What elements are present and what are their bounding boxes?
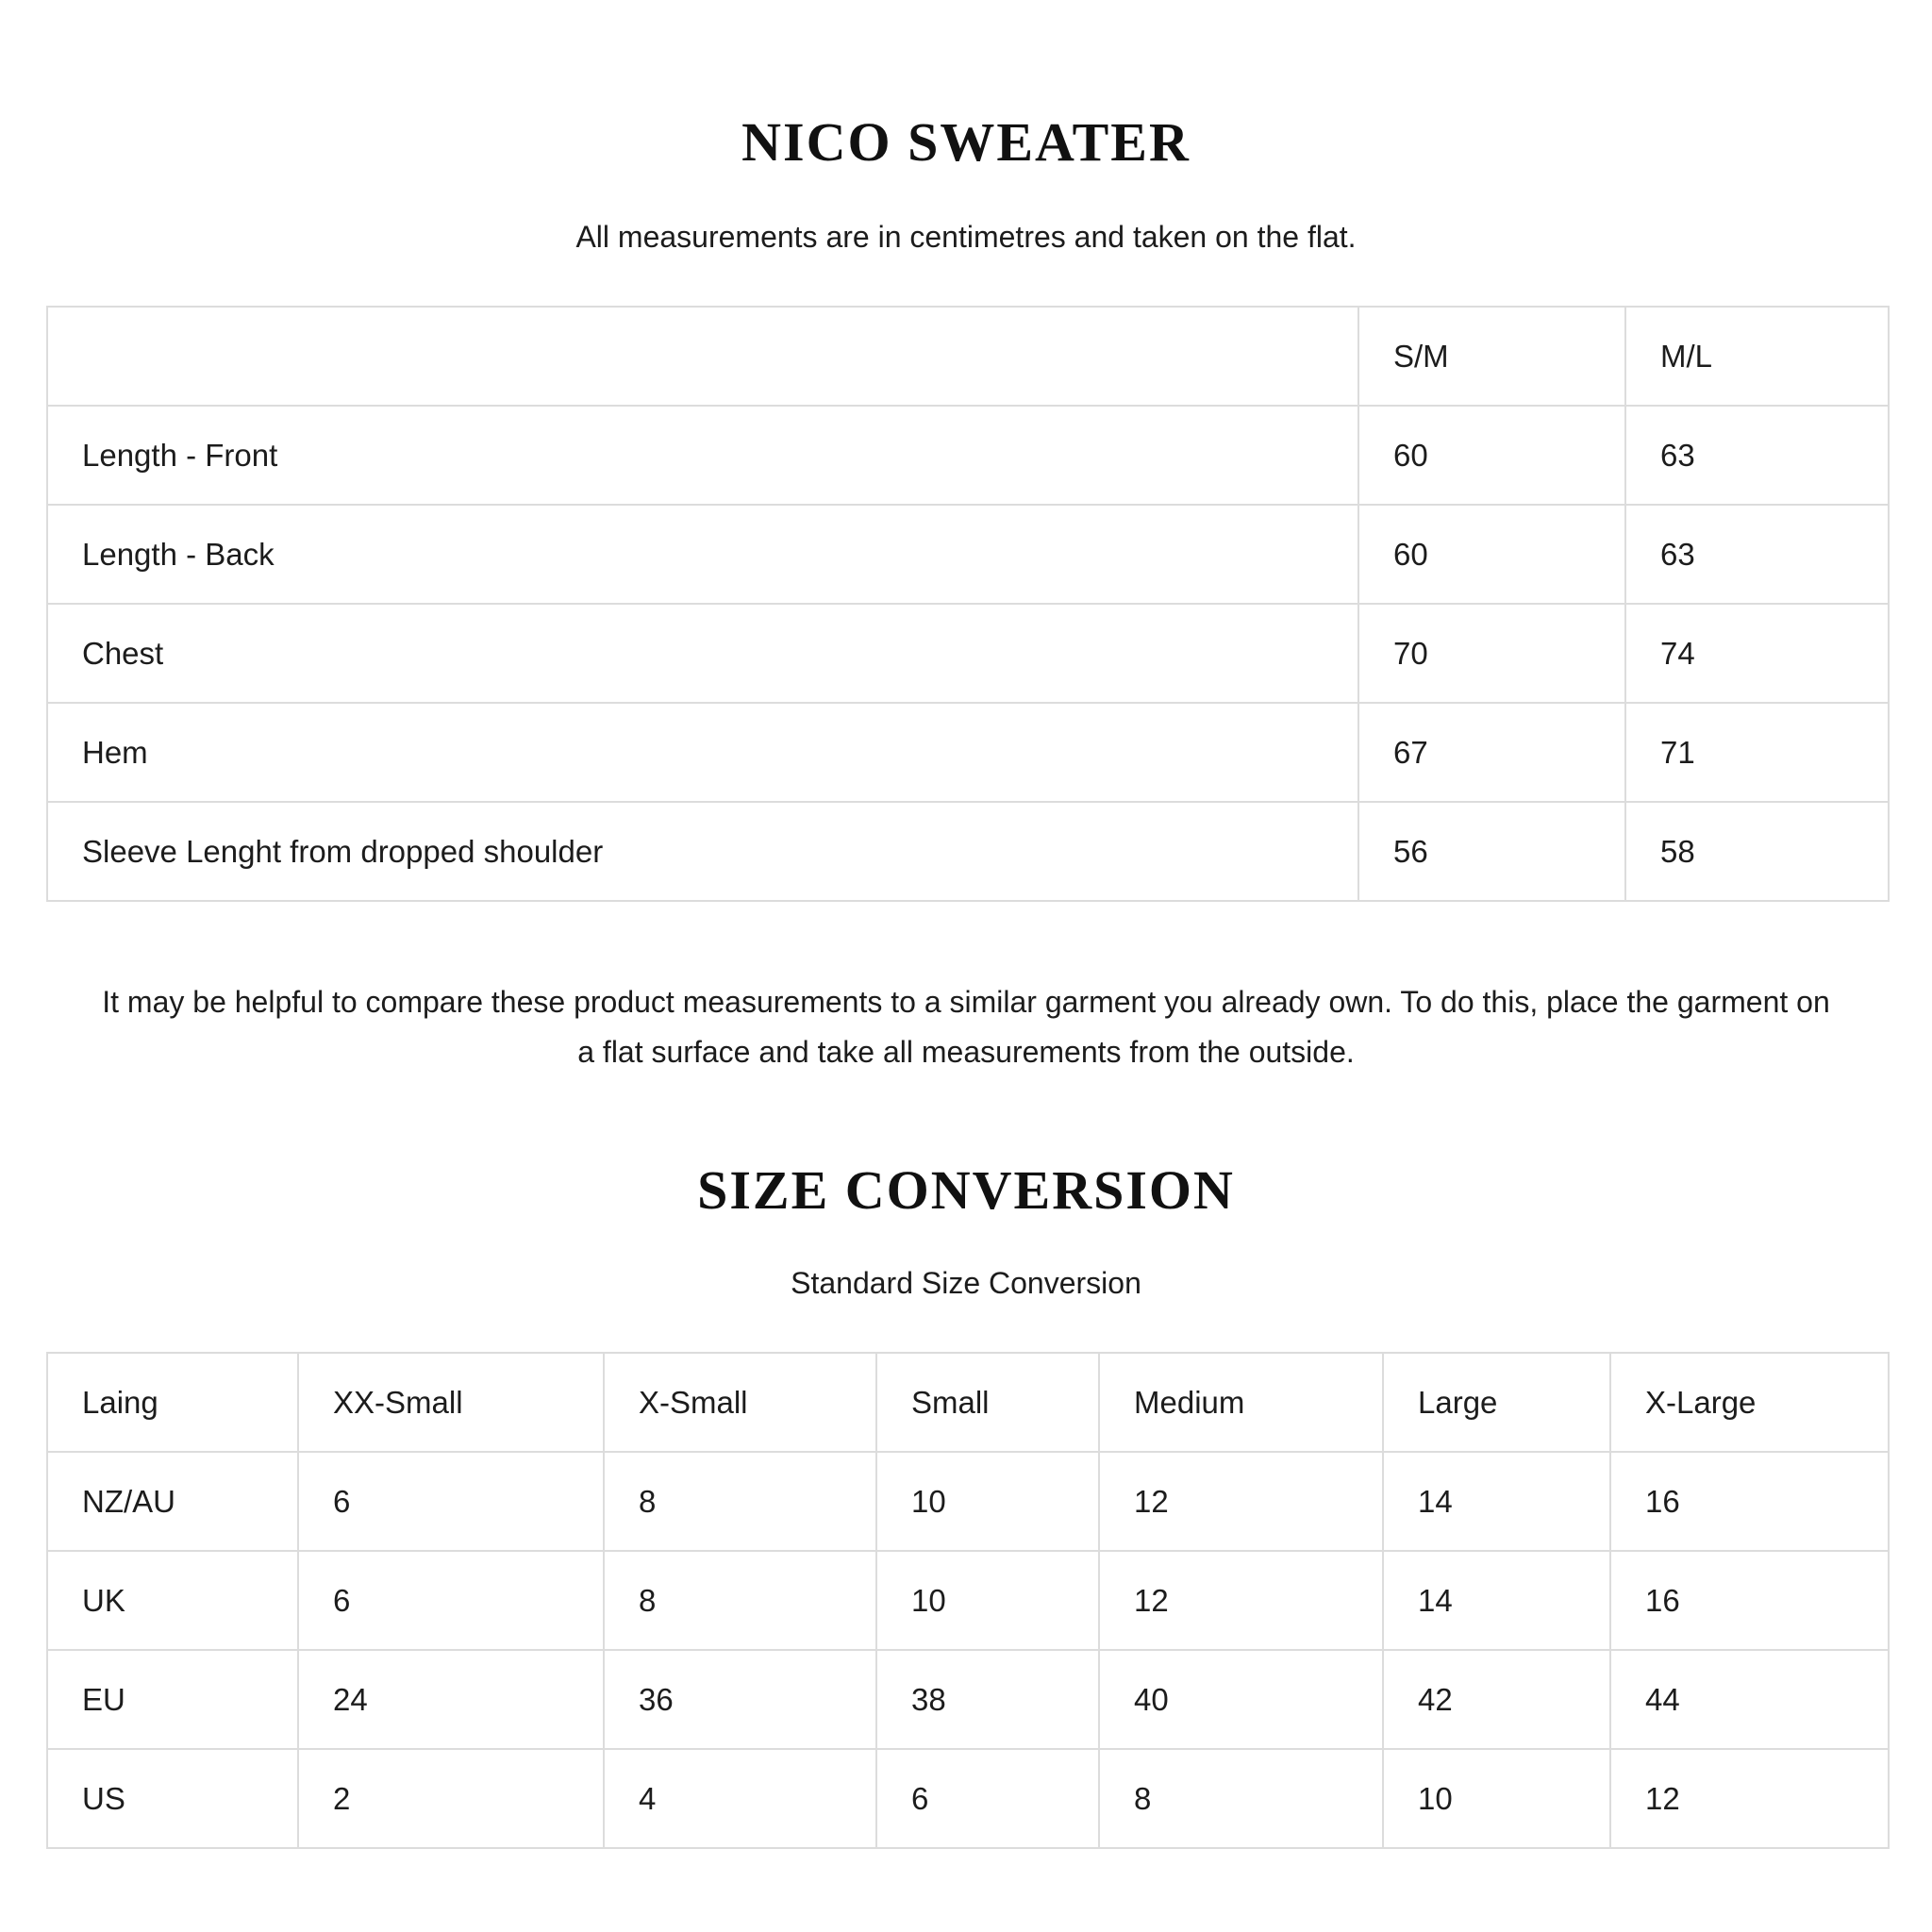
table-cell: 4 — [604, 1749, 876, 1848]
table-cell: 14 — [1383, 1452, 1610, 1551]
table-header-cell: Laing — [47, 1353, 298, 1452]
table-row — [47, 703, 1889, 802]
table-cell: 14 — [1383, 1551, 1610, 1650]
table-cell: 67 — [1358, 703, 1625, 802]
row-label: Length - Front — [47, 406, 1358, 505]
table-header-row — [47, 1353, 1889, 1452]
table-header-cell: X-Small — [604, 1353, 876, 1452]
table-cell: 10 — [876, 1551, 1099, 1650]
table-cell: 63 — [1625, 406, 1889, 505]
table-cell: 6 — [298, 1551, 604, 1650]
table-row — [47, 406, 1889, 505]
table-row — [47, 1650, 1889, 1749]
table-cell: 71 — [1625, 703, 1889, 802]
table-cell: 10 — [876, 1452, 1099, 1551]
table-cell: 60 — [1358, 406, 1625, 505]
table-cell: 12 — [1099, 1551, 1383, 1650]
table-cell: 44 — [1610, 1650, 1889, 1749]
row-label: Chest — [47, 604, 1358, 703]
table-header-cell: Small — [876, 1353, 1099, 1452]
row-label: Sleeve Lenght from dropped shoulder — [47, 802, 1358, 901]
table-header-cell: Medium — [1099, 1353, 1383, 1452]
row-label: UK — [47, 1551, 298, 1650]
table-cell: 40 — [1099, 1650, 1383, 1749]
table-cell: 8 — [604, 1551, 876, 1650]
table-cell: 38 — [876, 1650, 1099, 1749]
table-header-cell: M/L — [1625, 307, 1889, 406]
table-row — [47, 505, 1889, 604]
table-cell: 63 — [1625, 505, 1889, 604]
table-header-cell: X-Large — [1610, 1353, 1889, 1452]
table-row — [47, 1749, 1889, 1848]
measurements-subtitle: All measurements are in centimetres and taken on the flat. — [575, 220, 1357, 254]
table-row — [47, 604, 1889, 703]
table-header-cell: Large — [1383, 1353, 1610, 1452]
table-cell: 6 — [298, 1452, 604, 1551]
table-cell: 70 — [1358, 604, 1625, 703]
table-cell: 16 — [1610, 1452, 1889, 1551]
table-header-cell — [47, 307, 1358, 406]
conversion-title: SIZE CONVERSION — [697, 1159, 1235, 1221]
conversion-subtitle: Standard Size Conversion — [791, 1266, 1141, 1300]
size-conversion-table — [46, 1352, 1890, 1849]
row-label: EU — [47, 1650, 298, 1749]
measurement-tip: It may be helpful to compare these product measurements to a similar garment you already own. To do this, place the garment on a flat surface and take all measurements from the outside. — [102, 985, 1830, 1069]
row-label: Length - Back — [47, 505, 1358, 604]
table-cell: 12 — [1610, 1749, 1889, 1848]
measurements-table — [46, 306, 1890, 902]
table-cell: 74 — [1625, 604, 1889, 703]
table-cell: 12 — [1099, 1452, 1383, 1551]
table-cell: 6 — [876, 1749, 1099, 1848]
row-label: Hem — [47, 703, 1358, 802]
table-cell: 8 — [1099, 1749, 1383, 1848]
table-cell: 16 — [1610, 1551, 1889, 1650]
table-row — [47, 1551, 1889, 1650]
table-row — [47, 1452, 1889, 1551]
row-label: NZ/AU — [47, 1452, 298, 1551]
table-cell: 56 — [1358, 802, 1625, 901]
table-cell: 42 — [1383, 1650, 1610, 1749]
table-cell: 8 — [604, 1452, 876, 1551]
table-cell: 58 — [1625, 802, 1889, 901]
table-header-cell: S/M — [1358, 307, 1625, 406]
product-title: NICO SWEATER — [741, 111, 1191, 173]
table-row — [47, 802, 1889, 901]
table-cell: 24 — [298, 1650, 604, 1749]
table-cell: 10 — [1383, 1749, 1610, 1848]
table-cell: 2 — [298, 1749, 604, 1848]
table-header-row — [47, 307, 1889, 406]
table-cell: 36 — [604, 1650, 876, 1749]
row-label: US — [47, 1749, 298, 1848]
table-header-cell: XX-Small — [298, 1353, 604, 1452]
table-cell: 60 — [1358, 505, 1625, 604]
